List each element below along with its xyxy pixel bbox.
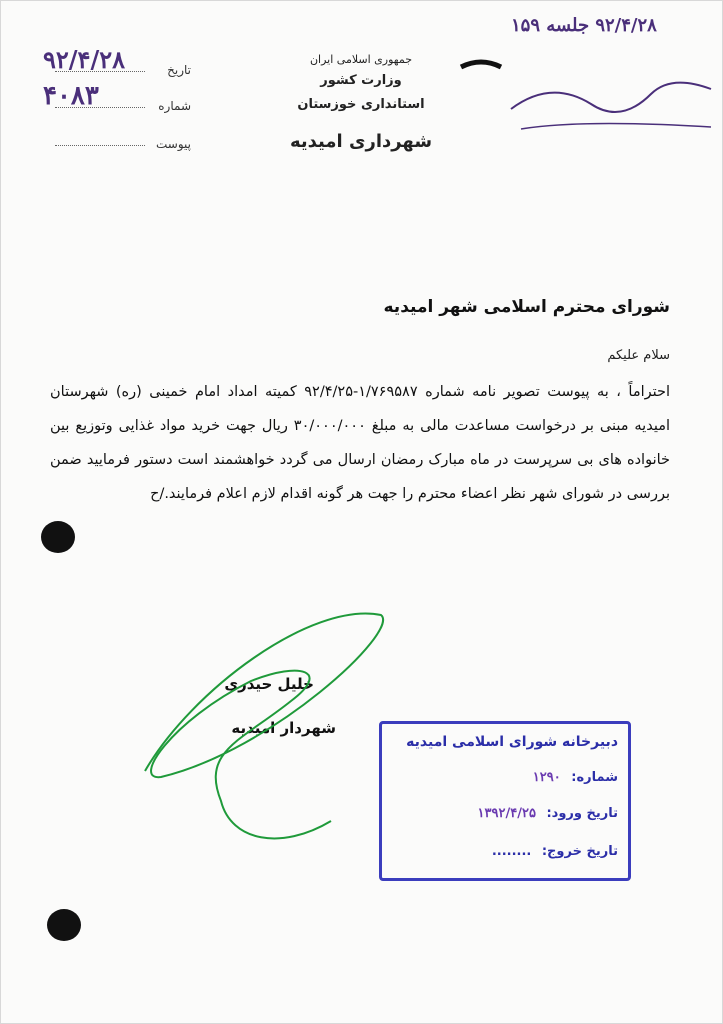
- stamp-entry-label: تاریخ ورود:: [546, 806, 618, 821]
- green-signature: [131, 601, 391, 851]
- signature-stroke: [145, 614, 383, 839]
- secretariat-stamp: [379, 721, 631, 881]
- handwritten-session-note: ۹۲/۴/۲۸ جلسه ۱۵۹: [511, 15, 657, 36]
- letterhead-province: استانداری خوزستان: [297, 97, 425, 112]
- stamp-number-label: شماره:: [571, 770, 618, 785]
- greeting: سلام علیکم: [607, 348, 670, 363]
- handwritten-annotation-underline: [521, 123, 711, 129]
- letterhead-municipality: شهرداری امیدیه: [289, 131, 433, 152]
- stamp-entry-value: ۱۳۹۲/۴/۲۵: [477, 806, 536, 821]
- punch-hole-top: [41, 521, 75, 553]
- handwritten-annotation: [511, 83, 711, 112]
- letterhead-republic: جمهوری اسلامی ایران: [309, 53, 413, 66]
- stamp-entry-date: [478, 806, 618, 821]
- stamp-exit-value: ........: [491, 844, 532, 859]
- punch-hole-bottom: [47, 909, 81, 941]
- handwritten-scribble: [441, 49, 721, 139]
- stamp-exit-label: تاریخ خروج:: [541, 844, 618, 859]
- signatory-name: خلیل حیدری: [224, 675, 314, 693]
- handwritten-number: ۴۰۸۳: [43, 81, 99, 111]
- letter-body: [50, 375, 670, 511]
- number-label: شماره: [158, 99, 191, 113]
- stamp-number: [533, 770, 618, 785]
- stamp-title: دبیرخانه شورای اسلامی امیدیه: [406, 734, 618, 750]
- attachment-label: پیوست: [156, 137, 191, 151]
- stamp-exit-date: [492, 844, 618, 859]
- stamp-number-value: ۱۲۹۰: [532, 770, 561, 785]
- attachment-dots: [55, 145, 145, 146]
- ink-blot: [461, 62, 501, 67]
- body-paragraph: احتراماً ، به پیوست تصویر نامه شماره ۱/۷۶۹۵۸۷-۹۲/۴/۲۵ کمیته امداد امام خمینی (ره) شهرستان امیدیه مبنی بر درخواست مساعدت مالی به مبلغ ۳۰/۰۰۰/۰۰۰ ریال جهت خرید مواد غذایی وتوزیع بین خانواده های بی سرپرست در ماه مبارک رمضان ارسال می گردد خواهشمند است دستور فرمایید ضمن بررسی در شورای شهر نظر اعضاء محترم را جهت هر گونه اقدام لازم اعلام فرمایند./ح: [50, 384, 671, 502]
- letterhead-ministry: وزارت کشور: [320, 73, 402, 88]
- signatory-title: شهردار امیدیه: [231, 719, 336, 737]
- date-label: تاریخ: [167, 63, 191, 77]
- handwritten-date: ۹۲/۴/۲۸: [43, 45, 125, 74]
- recipient-heading: شورای محترم اسلامی شهر امیدیه: [383, 297, 670, 317]
